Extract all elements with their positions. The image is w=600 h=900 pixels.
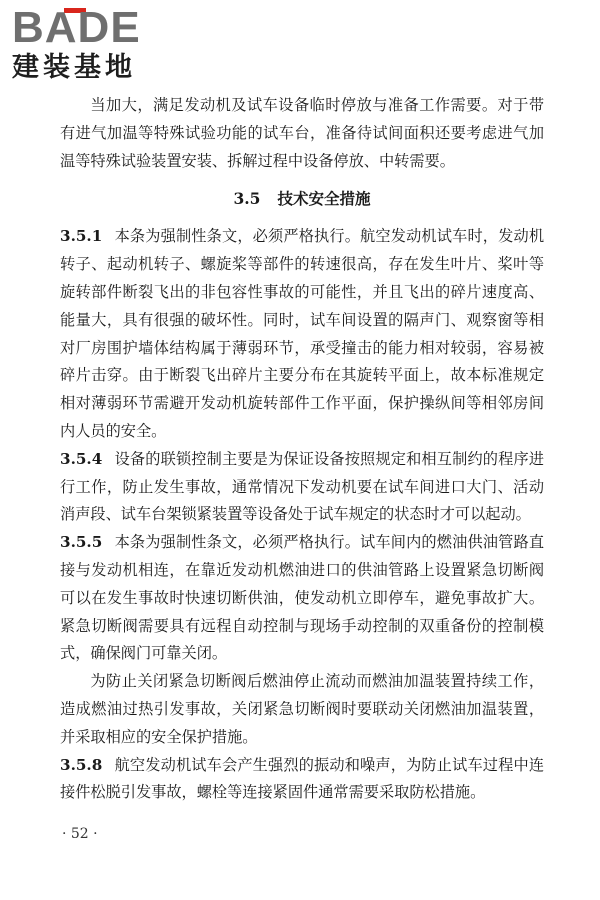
clause-3-5-8 [60,752,544,808]
logo-brand-text: BADE [12,3,141,52]
paragraph-text: 当加大，满足发动机及试车设备临时停放与准备工作需要。对于带有进气加温等特殊试验功能的试车台，准备待试间面积还要考虑进气加温等特殊试验装置安装、拆解过程中设备停放、中转需要。 [60,96,544,170]
clause-text: 航空发动机试车会产生强烈的振动和噪声，为防止试车过程中连接件松脱引发事故，螺栓等连接紧固件通常需要采取防松措施。 [60,755,544,802]
logo-subtitle: 建装基地 [12,52,136,83]
clause-number: 3.5.5 [60,533,103,552]
clause-text: 本条为强制性条文，必须严格执行。试车间内的燃油供油管路直接与发动机相连，在靠近发动机燃油进口的供油管路上设置紧急切断阀可以在发生事故时快速切断供油，使发动机立即停车，避免事故扩大。紧急切断阀需要具有远程自动控制与现场手动控制的双重备份的控制模式，确保阀门可靠关闭。 [60,533,544,663]
clause-3-5-4 [60,446,544,529]
bade-logo [12,4,180,86]
clause-3-5-5 [60,529,544,668]
clause-3-5-5-continuation [60,668,544,751]
clause-3-5-1 [60,223,544,445]
clause-number: 3.5.1 [60,227,103,246]
paragraph-continuation [60,92,544,175]
clause-number: 3.5.8 [60,755,103,774]
section-heading-number: 3.5 [233,189,261,209]
document-body [60,92,544,807]
clause-text: 设备的联锁控制主要是为保证设备按照规定和相互制约的程序进行工作，防止发生事故，通常情况下发动机要在试车间进口大门、活动消声段、试车台架锁紧装置等设备处于试车规定的状态时才可以起动。 [60,449,544,524]
section-heading-title: 技术安全措施 [277,189,371,209]
clause-number: 3.5.4 [60,449,103,468]
section-heading [60,185,544,213]
clause-text: 本条为强制性条文，必须严格执行。航空发动机试车时，发动机转子、起动机转子、螺旋桨等部件的转速很高，存在发生叶片、桨叶等旋转部件断裂飞出的非包容性事故的可能性，并且飞出的碎片速度高、能量大，具有很强的破坏性。同时，试车间设置的隔声门、观察窗等相对厂房围护墙体结构属于薄弱环节，承受撞击的能力相对较弱，容易被碎片击穿。由于断裂飞出碎片主要分布在其旋转平面上，故本标准规定相对薄弱环节需避开发动机旋转部件工作平面，保护操纵间等相邻房间内人员的安全。 [60,227,544,440]
page-number: · 52 · [62,826,98,842]
clause-text: 为防止关闭紧急切断阀后燃油停止流动而燃油加温装置持续工作，造成燃油过热引发事故，关闭紧急切断阀时要联动关闭燃油加温装置，并采取相应的安全保护措施。 [60,672,544,746]
